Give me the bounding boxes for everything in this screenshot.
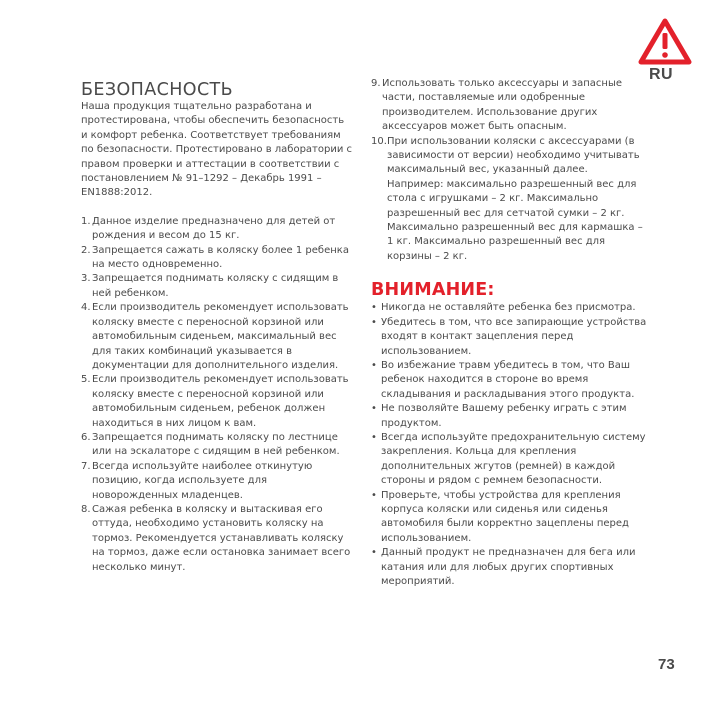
warning-column xyxy=(371,77,647,589)
list-item xyxy=(371,301,647,315)
item-text: Данный продукт не предназначен для бега или катания или для любых других спортивных мероприятий. xyxy=(381,547,636,587)
language-code: RU xyxy=(649,66,674,83)
item-number: 5. xyxy=(81,374,91,386)
item-text: Если производитель рекомендует использовать коляску вместе с переносной корзиной или автомобильным сиденьем, ребенок должен находиться в них лицом к вам. xyxy=(92,374,349,429)
item-number: 1. xyxy=(81,215,91,227)
item-text: Данное изделие предназначено для детей от рождения и весом до 15 кг. xyxy=(92,215,336,242)
list-item xyxy=(371,431,647,489)
item-text: Сажая ребенка в коляску и вытаскивая его оттуда, необходимо установить коляску на тормоз. Рекомендуется устанавливать коляску на тормоз, даже если остановка занимает всего несколько минут. xyxy=(92,503,351,573)
bullet-icon: • xyxy=(371,431,377,443)
item-number: 2. xyxy=(81,244,91,256)
list-item xyxy=(81,431,353,460)
item-number: 9. xyxy=(371,78,381,89)
list-item xyxy=(371,316,647,359)
item-text: Во избежание травм убедитесь в том, что Ваш ребенок находится в стороне во время складывания и раскладывания этого продукта. xyxy=(381,359,635,400)
item-text: Убедитесь в том, что все запирающие устройства входят в контакт зацепления перед использованием. xyxy=(381,316,647,357)
spacer xyxy=(81,201,353,215)
list-item xyxy=(81,503,353,575)
item-text: Не позволяйте Вашему ребенку играть с этим продуктом. xyxy=(381,403,627,429)
bullet-icon: • xyxy=(371,547,377,559)
item-text: Запрещается поднимать коляску по лестнице или на эскалаторе с сидящим в ней ребенком. xyxy=(92,431,340,458)
list-item xyxy=(81,301,353,373)
safety-list-continued-2 xyxy=(371,135,647,265)
page-number: 73 xyxy=(658,656,675,673)
list-item xyxy=(81,272,353,301)
list-item xyxy=(81,244,353,273)
list-item xyxy=(371,546,647,589)
bullet-icon: • xyxy=(371,359,377,371)
item-text: Всегда используйте предохранительную систему закрепления. Кольца для крепления дополнительных жгутов (ремней) в каждой стороны и рядом с ремнем безопасности. xyxy=(381,431,646,487)
item-number: 4. xyxy=(81,302,91,314)
list-item xyxy=(81,460,353,503)
list-item xyxy=(81,215,353,244)
item-text: Проверьте, чтобы устройства для крепления корпуса коляски или сиденья или сиденья автомобиля были корректно зацеплены перед использованием. xyxy=(381,489,629,544)
warning-title: ВНИМАНИЕ: xyxy=(371,280,495,301)
safety-title: БЕЗОПАСНОСТЬ xyxy=(81,80,234,100)
safety-list xyxy=(81,215,353,575)
list-item xyxy=(371,77,647,135)
item-text: Использовать только аксессуары и запасные части, поставляемые или одобренные производителем. Использование других аксессуаров может быть опасным. xyxy=(382,78,622,133)
warning-triangle-icon xyxy=(638,18,692,66)
list-item xyxy=(371,135,647,265)
item-number: 6. xyxy=(81,431,91,443)
list-item xyxy=(371,489,647,547)
item-number: 8. xyxy=(81,503,91,515)
warning-list xyxy=(371,301,647,589)
bullet-icon: • xyxy=(371,316,377,328)
item-text: При использовании коляски с аксессуарами (в зависимости от версии) необходимо учитывать максимальный вес, указанный далее. Например: максимально разрешенный вес для стола с игрушками – 2 кг. Максимально разрешенный вес для сетчатой сумки – 2 кг. Максимально разрешенный вес для кармашка – 1 кг. Максимально разрешенный вес для корзины – 2 кг. xyxy=(387,135,643,262)
item-text: Если производитель рекомендует использовать коляску вместе с переносной корзиной или автомобильным сиденьем, максимальный вес для таких комбинаций указывается в документации для дополнительного изделия. xyxy=(92,302,349,371)
safety-intro: Наша продукция тщательно разработана и протестирована, чтобы обеспечить безопасность и комфорт ребенка. Соответствует требованиям по безопасности. Протестировано в лаборатории с правом проверки и аттестации в соответствии с постановлением № 91–1292 – Декабрь 1991 – EN1888:2012. xyxy=(81,101,353,199)
item-text: Запрещается поднимать коляску с сидящим в ней ребенком. xyxy=(92,273,339,299)
safety-list-continued xyxy=(371,77,647,135)
bullet-icon: • xyxy=(371,489,377,501)
item-text: Запрещается сажать в коляску более 1 ребенка на место одновременно. xyxy=(92,244,349,271)
item-number: 10. xyxy=(371,135,387,147)
bullet-icon: • xyxy=(371,302,377,314)
item-number: 7. xyxy=(81,460,91,472)
item-text: Никогда не оставляйте ребенка без присмотра. xyxy=(381,302,636,314)
item-text: Всегда используйте наиболее откинутую позицию, когда используете для новорожденных младенцев. xyxy=(92,460,313,501)
list-item xyxy=(371,402,647,431)
safety-column xyxy=(81,80,353,575)
bullet-icon: • xyxy=(371,403,377,415)
item-number: 3. xyxy=(81,273,91,285)
list-item xyxy=(371,359,647,402)
list-item xyxy=(81,373,353,431)
